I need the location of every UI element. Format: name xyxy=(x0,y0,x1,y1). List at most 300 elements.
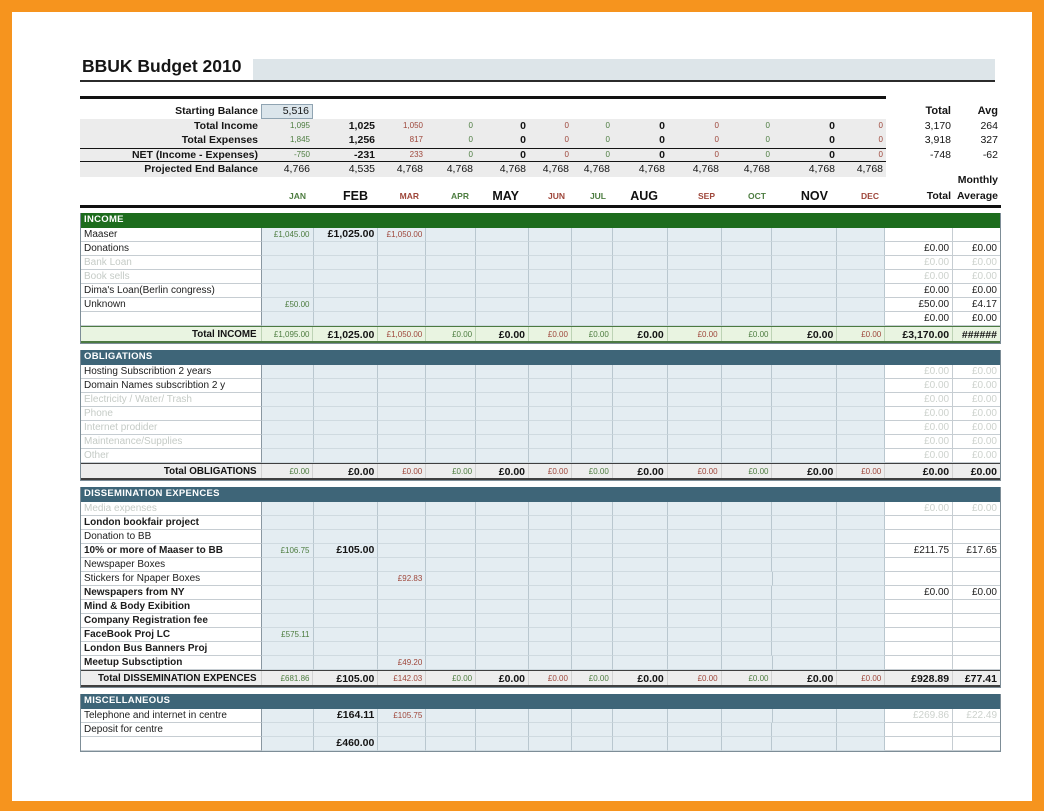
total-cell[interactable]: £0.00 xyxy=(885,284,953,298)
cell[interactable] xyxy=(613,502,668,516)
total-cell[interactable]: -748 xyxy=(929,148,951,161)
cell[interactable] xyxy=(476,435,529,449)
cell[interactable] xyxy=(314,242,379,256)
cell[interactable] xyxy=(613,228,668,242)
cell[interactable] xyxy=(668,435,722,449)
cell[interactable] xyxy=(476,723,529,737)
total-cell[interactable]: 3,170 xyxy=(924,119,951,132)
cell[interactable] xyxy=(262,516,314,530)
cell[interactable] xyxy=(476,516,529,530)
cell[interactable]: £105.00 xyxy=(313,671,378,685)
cell[interactable] xyxy=(378,628,426,642)
cell[interactable] xyxy=(613,104,668,119)
cell[interactable] xyxy=(529,379,572,393)
cell[interactable] xyxy=(529,709,572,723)
cell[interactable] xyxy=(772,628,837,642)
cell[interactable] xyxy=(668,656,722,670)
total-cell[interactable] xyxy=(885,628,953,642)
row-label[interactable]: Deposit for centre xyxy=(81,723,262,737)
cell[interactable] xyxy=(668,228,722,242)
cell[interactable] xyxy=(378,421,426,435)
cell[interactable]: 0 xyxy=(468,120,473,130)
cell[interactable] xyxy=(772,393,837,407)
cell[interactable] xyxy=(426,723,476,737)
cell[interactable] xyxy=(476,228,529,242)
cell[interactable] xyxy=(476,530,529,544)
cell[interactable] xyxy=(613,530,668,544)
avg-cell[interactable]: £4.17 xyxy=(953,298,1000,312)
cell[interactable]: 4,766 xyxy=(283,163,310,175)
total-cell[interactable] xyxy=(885,516,953,530)
cell[interactable] xyxy=(572,312,613,326)
cell[interactable] xyxy=(772,737,837,751)
cell[interactable] xyxy=(668,502,722,516)
cell[interactable] xyxy=(613,256,668,270)
cell[interactable] xyxy=(722,586,773,600)
cell[interactable]: £681.86 xyxy=(262,671,314,685)
cell[interactable] xyxy=(529,365,572,379)
cell[interactable] xyxy=(837,530,885,544)
cell[interactable]: 0 xyxy=(520,148,526,161)
row-label[interactable]: Telephone and internet in centre xyxy=(81,709,262,723)
cell[interactable] xyxy=(668,614,722,628)
cell[interactable] xyxy=(613,393,668,407)
cell[interactable] xyxy=(572,435,613,449)
cell[interactable] xyxy=(668,544,722,558)
total-cell[interactable]: £928.89 xyxy=(885,671,953,685)
cell[interactable] xyxy=(572,737,613,751)
cell[interactable] xyxy=(314,628,379,642)
cell[interactable] xyxy=(378,393,426,407)
cell[interactable] xyxy=(476,709,529,723)
total-cell[interactable]: £0.00 xyxy=(885,365,953,379)
total-cell[interactable]: £269.86 xyxy=(885,709,953,723)
total-cell[interactable]: £0.00 xyxy=(885,449,953,463)
cell[interactable] xyxy=(262,365,314,379)
cell[interactable] xyxy=(668,723,722,737)
cell[interactable] xyxy=(722,709,773,723)
cell[interactable] xyxy=(722,530,773,544)
cell[interactable] xyxy=(772,407,837,421)
cell[interactable] xyxy=(668,298,722,312)
cell[interactable] xyxy=(529,723,572,737)
cell[interactable] xyxy=(613,435,668,449)
cell[interactable]: £0.00 xyxy=(262,464,314,478)
cell[interactable] xyxy=(426,256,476,270)
cell[interactable] xyxy=(529,435,572,449)
avg-cell[interactable]: £0.00 xyxy=(953,502,1000,516)
cell[interactable] xyxy=(572,393,613,407)
cell[interactable] xyxy=(773,572,838,586)
cell[interactable] xyxy=(529,586,572,600)
cell[interactable]: £0.00 xyxy=(837,327,885,341)
cell[interactable] xyxy=(668,516,722,530)
cell[interactable] xyxy=(837,709,885,723)
cell[interactable] xyxy=(426,737,476,751)
total-cell[interactable] xyxy=(885,614,953,628)
cell[interactable] xyxy=(426,530,476,544)
cell[interactable] xyxy=(837,256,885,270)
cell[interactable] xyxy=(262,407,314,421)
cell[interactable] xyxy=(572,242,613,256)
cell[interactable] xyxy=(378,435,426,449)
cell[interactable]: 0 xyxy=(714,120,719,130)
cell[interactable] xyxy=(426,656,476,670)
cell[interactable] xyxy=(772,600,837,614)
cell[interactable]: £1,050.00 xyxy=(378,228,426,242)
cell[interactable] xyxy=(426,379,476,393)
cell[interactable]: 0 xyxy=(829,119,835,132)
cell[interactable] xyxy=(314,502,379,516)
cell[interactable] xyxy=(837,228,885,242)
cell[interactable] xyxy=(613,242,668,256)
avg-cell[interactable]: £0.00 xyxy=(953,242,1000,256)
avg-cell[interactable] xyxy=(953,723,1000,737)
row-label[interactable]: 10% or more of Maaser to BB xyxy=(81,544,262,558)
total-cell[interactable]: £0.00 xyxy=(885,586,953,600)
cell[interactable]: £0.00 xyxy=(476,671,529,685)
cell[interactable]: 0 xyxy=(659,134,665,146)
cell[interactable] xyxy=(572,284,613,298)
cell[interactable] xyxy=(476,312,529,326)
cell[interactable] xyxy=(314,407,379,421)
total-cell[interactable] xyxy=(885,530,953,544)
cell[interactable] xyxy=(262,709,314,723)
cell[interactable] xyxy=(314,600,379,614)
cell[interactable] xyxy=(476,379,529,393)
total-cell[interactable]: £0.00 xyxy=(885,502,953,516)
cell[interactable] xyxy=(668,421,722,435)
cell[interactable] xyxy=(572,558,613,572)
cell[interactable] xyxy=(772,558,837,572)
cell[interactable] xyxy=(613,312,668,326)
cell[interactable] xyxy=(772,723,837,737)
total-cell[interactable] xyxy=(885,600,953,614)
cell[interactable] xyxy=(722,516,773,530)
cell[interactable] xyxy=(837,435,885,449)
cell[interactable]: £1,095.00 xyxy=(262,327,314,341)
cell[interactable] xyxy=(668,242,722,256)
cell[interactable]: 0 xyxy=(829,148,835,161)
cell[interactable] xyxy=(262,379,314,393)
cell[interactable]: 4,768 xyxy=(743,163,770,175)
cell[interactable] xyxy=(722,393,773,407)
cell[interactable]: £0.00 xyxy=(722,464,773,478)
cell[interactable] xyxy=(837,407,885,421)
cell[interactable] xyxy=(722,298,773,312)
cell[interactable]: 0 xyxy=(659,148,665,161)
cell[interactable] xyxy=(426,365,476,379)
cell[interactable] xyxy=(722,558,773,572)
cell[interactable] xyxy=(314,614,379,628)
cell[interactable] xyxy=(476,628,529,642)
cell[interactable]: £0.00 xyxy=(613,671,668,685)
cell[interactable] xyxy=(572,600,613,614)
cell[interactable] xyxy=(722,228,773,242)
row-label[interactable]: Company Registration fee xyxy=(81,614,262,628)
cell[interactable] xyxy=(426,284,476,298)
cell[interactable] xyxy=(314,298,379,312)
avg-cell[interactable] xyxy=(953,628,1000,642)
cell[interactable] xyxy=(668,709,722,723)
cell[interactable] xyxy=(529,242,572,256)
cell[interactable] xyxy=(837,379,885,393)
cell[interactable] xyxy=(262,723,314,737)
cell[interactable] xyxy=(378,379,426,393)
cell[interactable] xyxy=(772,502,837,516)
cell[interactable] xyxy=(773,709,838,723)
cell[interactable] xyxy=(722,270,773,284)
cell[interactable] xyxy=(262,572,314,586)
cell[interactable] xyxy=(772,256,837,270)
total-cell[interactable]: £0.00 xyxy=(885,464,953,478)
cell[interactable] xyxy=(262,284,314,298)
row-label[interactable]: Media expenses xyxy=(81,502,262,516)
cell[interactable] xyxy=(613,558,668,572)
cell[interactable]: £0.00 xyxy=(313,464,378,478)
cell[interactable] xyxy=(529,516,572,530)
cell[interactable]: £0.00 xyxy=(613,327,668,341)
avg-cell[interactable]: £0.00 xyxy=(953,421,1000,435)
cell[interactable] xyxy=(529,270,572,284)
cell[interactable]: 0 xyxy=(765,149,770,159)
cell[interactable] xyxy=(613,270,668,284)
cell[interactable] xyxy=(529,558,572,572)
cell[interactable] xyxy=(613,365,668,379)
cell[interactable]: 4,768 xyxy=(808,163,835,175)
avg-cell[interactable]: £0.00 xyxy=(953,284,1000,298)
cell[interactable] xyxy=(613,516,668,530)
avg-cell[interactable]: £0.00 xyxy=(953,312,1000,326)
cell[interactable] xyxy=(529,502,572,516)
cell[interactable]: 0 xyxy=(605,149,610,159)
cell[interactable] xyxy=(378,723,426,737)
cell[interactable] xyxy=(378,298,426,312)
cell[interactable] xyxy=(722,600,773,614)
cell[interactable]: 4,768 xyxy=(396,163,423,175)
cell[interactable]: £0.00 xyxy=(613,464,668,478)
cell[interactable] xyxy=(613,723,668,737)
cell[interactable] xyxy=(378,642,426,656)
avg-cell[interactable]: £0.00 xyxy=(953,435,1000,449)
row-label[interactable]: Newspapers from NY xyxy=(81,586,262,600)
total-cell[interactable] xyxy=(885,572,953,586)
cell[interactable]: £105.00 xyxy=(314,544,379,558)
cell[interactable]: 0 xyxy=(605,135,610,144)
cell[interactable]: -750 xyxy=(293,149,310,159)
row-label[interactable]: Newspaper Boxes xyxy=(81,558,262,572)
avg-cell[interactable]: £0.00 xyxy=(953,365,1000,379)
cell[interactable] xyxy=(572,544,613,558)
starting-balance-cell[interactable]: 5,516 xyxy=(261,104,313,119)
cell[interactable] xyxy=(476,270,529,284)
cell[interactable] xyxy=(378,558,426,572)
total-cell[interactable]: £0.00 xyxy=(885,393,953,407)
cell[interactable] xyxy=(772,435,837,449)
cell[interactable]: £575.11 xyxy=(262,628,314,642)
row-label[interactable]: Donations xyxy=(81,242,262,256)
row-label[interactable]: Electricity / Water/ Trash xyxy=(81,393,262,407)
cell[interactable] xyxy=(722,435,773,449)
cell[interactable] xyxy=(722,737,773,751)
cell[interactable] xyxy=(314,435,379,449)
cell[interactable] xyxy=(572,586,613,600)
cell[interactable]: 0 xyxy=(659,119,665,132)
cell[interactable] xyxy=(426,242,476,256)
total-cell[interactable] xyxy=(885,558,953,572)
cell[interactable] xyxy=(837,586,885,600)
cell[interactable] xyxy=(772,544,837,558)
cell[interactable] xyxy=(262,558,314,572)
cell[interactable] xyxy=(772,530,837,544)
cell[interactable]: £0.00 xyxy=(668,327,722,341)
cell[interactable] xyxy=(529,256,572,270)
cell[interactable] xyxy=(313,104,378,119)
cell[interactable] xyxy=(613,379,668,393)
cell[interactable] xyxy=(426,600,476,614)
cell[interactable] xyxy=(837,312,885,326)
total-cell[interactable]: £0.00 xyxy=(885,256,953,270)
cell[interactable] xyxy=(772,586,837,600)
cell[interactable]: £1,045.00 xyxy=(262,228,314,242)
avg-cell[interactable]: £0.00 xyxy=(953,586,1000,600)
cell[interactable] xyxy=(529,544,572,558)
total-cell[interactable] xyxy=(885,656,953,670)
cell[interactable] xyxy=(426,421,476,435)
cell[interactable] xyxy=(613,614,668,628)
cell[interactable] xyxy=(837,723,885,737)
cell[interactable]: 1,095 xyxy=(289,120,310,130)
cell[interactable] xyxy=(722,628,773,642)
row-label[interactable]: London Bus Banners Proj xyxy=(81,642,262,656)
avg-cell[interactable]: ###### xyxy=(961,329,997,341)
row-label[interactable]: Donation to BB xyxy=(81,530,262,544)
cell[interactable]: 0 xyxy=(468,149,473,159)
cell[interactable] xyxy=(668,449,722,463)
avg-cell[interactable] xyxy=(953,600,1000,614)
cell[interactable] xyxy=(262,642,314,656)
cell[interactable] xyxy=(722,544,773,558)
cell[interactable] xyxy=(837,614,885,628)
cell[interactable]: 4,768 xyxy=(499,163,526,175)
total-cell[interactable]: £0.00 xyxy=(885,407,953,421)
row-label[interactable]: Internet prodider xyxy=(81,421,262,435)
avg-cell[interactable]: £0.00 xyxy=(953,256,1000,270)
cell[interactable] xyxy=(613,421,668,435)
avg-cell[interactable]: £0.00 xyxy=(953,393,1000,407)
cell[interactable] xyxy=(262,502,314,516)
avg-cell[interactable] xyxy=(953,530,1000,544)
cell[interactable] xyxy=(529,628,572,642)
cell[interactable] xyxy=(772,270,837,284)
cell[interactable]: 1,845 xyxy=(289,135,310,144)
cell[interactable] xyxy=(837,600,885,614)
cell[interactable] xyxy=(426,628,476,642)
cell[interactable]: £0.00 xyxy=(378,464,426,478)
cell[interactable] xyxy=(262,312,314,326)
cell[interactable] xyxy=(838,104,886,119)
cell[interactable] xyxy=(378,312,426,326)
avg-cell[interactable] xyxy=(953,642,1000,656)
cell[interactable]: 1,256 xyxy=(348,134,375,146)
cell[interactable] xyxy=(314,516,379,530)
row-label[interactable]: Hosting Subscribtion 2 years xyxy=(81,365,262,379)
cell[interactable] xyxy=(426,270,476,284)
avg-cell[interactable] xyxy=(953,656,1000,670)
cell[interactable] xyxy=(529,530,572,544)
cell[interactable]: 4,768 xyxy=(542,163,569,175)
cell[interactable] xyxy=(668,530,722,544)
cell[interactable]: £0.00 xyxy=(426,671,476,685)
cell[interactable]: 0 xyxy=(878,149,883,159)
cell[interactable]: £142.03 xyxy=(378,671,426,685)
cell[interactable]: 4,768 xyxy=(446,163,473,175)
cell[interactable]: 0 xyxy=(564,149,569,159)
cell[interactable] xyxy=(613,642,668,656)
cell[interactable] xyxy=(262,737,314,751)
cell[interactable] xyxy=(529,600,572,614)
cell[interactable] xyxy=(529,407,572,421)
cell[interactable] xyxy=(476,284,529,298)
cell[interactable] xyxy=(378,407,426,421)
row-label[interactable]: London bookfair project xyxy=(81,516,262,530)
cell[interactable] xyxy=(668,256,722,270)
cell[interactable] xyxy=(476,544,529,558)
cell[interactable]: 0 xyxy=(564,120,569,130)
cell[interactable] xyxy=(668,270,722,284)
cell[interactable]: £0.00 xyxy=(837,464,885,478)
cell[interactable] xyxy=(837,502,885,516)
row-label[interactable]: Mind & Body Exibition xyxy=(81,600,262,614)
cell[interactable] xyxy=(314,572,379,586)
cell[interactable] xyxy=(426,544,476,558)
cell[interactable] xyxy=(476,656,529,670)
cell[interactable] xyxy=(529,421,572,435)
cell[interactable] xyxy=(476,642,529,656)
cell[interactable]: -231 xyxy=(353,148,375,161)
cell[interactable] xyxy=(722,104,773,119)
cell[interactable] xyxy=(262,393,314,407)
row-label[interactable]: Maintenance/Supplies xyxy=(81,435,262,449)
cell[interactable] xyxy=(476,104,529,119)
cell[interactable] xyxy=(426,407,476,421)
cell[interactable] xyxy=(476,421,529,435)
cell[interactable] xyxy=(722,312,773,326)
cell[interactable]: £164.11 xyxy=(314,709,379,723)
cell[interactable] xyxy=(572,104,613,119)
row-label[interactable]: Stickers for Npaper Boxes xyxy=(81,572,262,586)
cell[interactable] xyxy=(772,614,837,628)
cell[interactable] xyxy=(572,379,613,393)
cell[interactable] xyxy=(722,256,773,270)
cell[interactable] xyxy=(668,407,722,421)
cell[interactable] xyxy=(426,104,476,119)
cell[interactable] xyxy=(722,449,773,463)
cell[interactable] xyxy=(668,737,722,751)
cell[interactable]: £92.83 xyxy=(378,572,426,586)
cell[interactable] xyxy=(837,298,885,312)
cell[interactable] xyxy=(773,656,838,670)
cell[interactable] xyxy=(476,298,529,312)
cell[interactable]: £0.00 xyxy=(668,671,722,685)
cell[interactable] xyxy=(772,242,837,256)
cell[interactable] xyxy=(426,586,476,600)
cell[interactable] xyxy=(262,586,314,600)
cell[interactable] xyxy=(613,407,668,421)
total-cell[interactable] xyxy=(885,228,953,242)
cell[interactable] xyxy=(378,530,426,544)
cell[interactable]: £0.00 xyxy=(772,327,837,341)
